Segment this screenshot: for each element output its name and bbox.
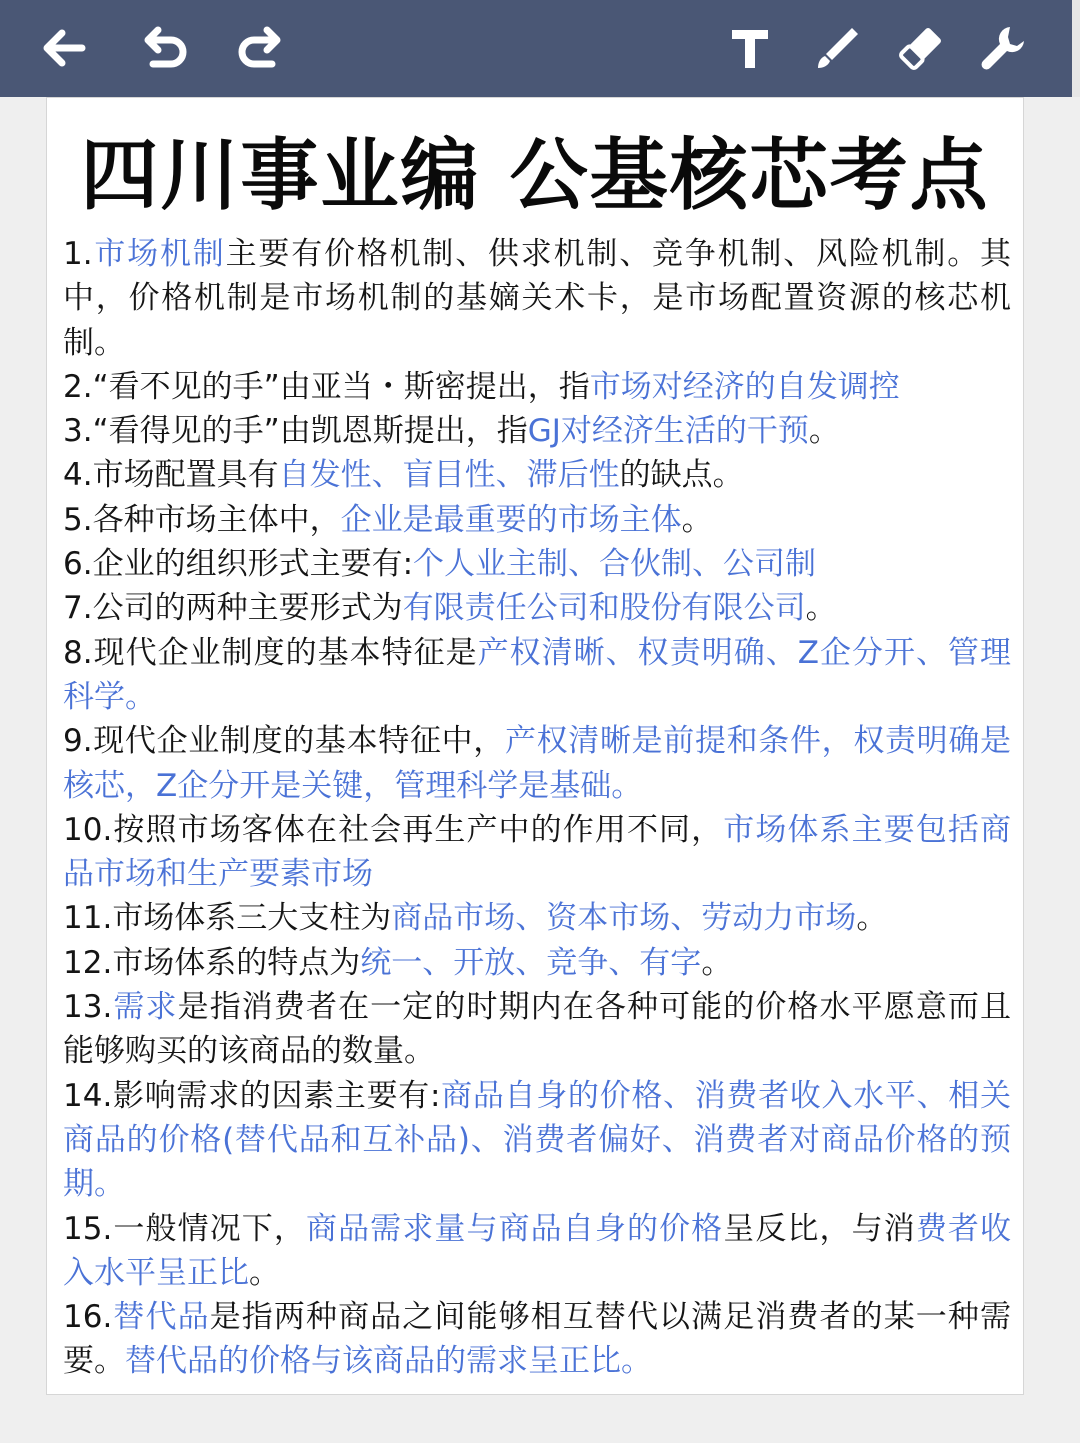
- item-number: 12.: [63, 944, 113, 981]
- item-number: 13.: [63, 989, 113, 1026]
- list-item: [63, 1207, 1011, 1296]
- back-button[interactable]: [36, 20, 92, 76]
- item-text: 是指消费者在一定的时期内在各种可能的价格水平愿意而且能够购买的该商品的数量。: [63, 989, 1012, 1070]
- highlighted-text: 商品市场、资本市场、劳动力市场: [391, 900, 857, 937]
- item-text: 按照市场客体在社会再生产中的作用不同，: [112, 811, 724, 848]
- highlighted-text: 市场机制: [92, 236, 226, 272]
- item-text: 。: [249, 1254, 280, 1291]
- redo-button[interactable]: [232, 20, 288, 76]
- item-number: 3.: [63, 413, 93, 450]
- item-text: 市场体系三大支柱为: [112, 900, 392, 937]
- pen-tool-button[interactable]: [810, 20, 866, 76]
- pen-icon: [812, 22, 864, 74]
- item-number: 2.: [63, 368, 93, 405]
- highlighted-text: 市场体系主要包括商品市场和生产要素市场: [63, 811, 1012, 893]
- item-text: 。: [701, 944, 733, 981]
- highlighted-text: 商品需求量与商品自身的价格: [305, 1210, 724, 1247]
- text-tool-icon: [724, 22, 776, 74]
- text-tool-button[interactable]: [722, 20, 778, 76]
- item-text: 。: [856, 900, 888, 937]
- undo-icon: [139, 22, 191, 74]
- item-number: 7.: [63, 590, 93, 627]
- highlighted-text: 企业是最重要的市场主体: [340, 501, 682, 538]
- highlighted-text: 产权清晰是前提和条件，权责明确是核芯，Z企分开是关键，管理科学是基础。: [63, 723, 1011, 804]
- item-number: 6.: [63, 546, 93, 583]
- highlighted-text: 费者收入水平呈正比: [63, 1210, 1012, 1291]
- list-item: [63, 985, 1011, 1074]
- item-number: 8.: [63, 634, 93, 671]
- list-item: [63, 1074, 1011, 1207]
- item-text: 现代企业制度的基本特征是: [92, 634, 478, 671]
- document-body: [63, 232, 1011, 1384]
- highlighted-text: 商品自身的价格、消费者收入水平、相关商品的价格(替代品和互补品)、消费者偏好、消费者对商品价格的预期。: [63, 1077, 1011, 1203]
- list-item: [63, 365, 1011, 409]
- item-text: 各种市场主体中，: [92, 501, 341, 538]
- highlighted-text: 自发性、盲目性、滞后性: [278, 457, 620, 494]
- item-text: 的缺点。: [619, 457, 744, 494]
- item-number: 9.: [63, 723, 93, 760]
- item-text: 一般情况下，: [112, 1210, 306, 1247]
- undo-button[interactable]: [137, 20, 193, 76]
- list-item: [63, 941, 1011, 985]
- eraser-icon: [895, 22, 947, 74]
- highlighted-text: 有限责任公司和股份有限公司: [402, 590, 806, 627]
- list-item: [63, 232, 1011, 365]
- highlighted-text: 市场对经济的自发调控: [589, 368, 900, 405]
- list-item: [63, 808, 1011, 897]
- list-item: [63, 586, 1011, 630]
- item-text: 市场体系的特点为: [112, 944, 361, 981]
- item-text: 市场配置具有: [92, 457, 279, 494]
- item-number: 16.: [63, 1299, 113, 1336]
- item-text: 。: [808, 413, 840, 450]
- item-text: 。: [681, 501, 713, 538]
- list-item: [63, 498, 1011, 542]
- item-text: 现代企业制度的基本特征中，: [92, 723, 505, 760]
- highlighted-text: 产权清晰、权责明确、Z企分开、管理科学。: [63, 634, 1011, 715]
- list-item: [63, 719, 1011, 808]
- highlighted-text: 替代品的价格与该商品的需求呈正比。: [125, 1343, 652, 1380]
- highlighted-text: GJ对经济生活的干预: [527, 413, 809, 450]
- list-item: [63, 542, 1011, 586]
- list-item: [63, 631, 1011, 720]
- item-text: 企业的组织形式主要有:: [92, 546, 414, 583]
- item-number: 10.: [63, 811, 113, 848]
- item-text: 呈反比，与消: [723, 1210, 916, 1247]
- item-text: 影响需求的因素主要有:: [112, 1077, 441, 1114]
- editor-toolbar: [0, 0, 1080, 97]
- list-item: [63, 453, 1011, 497]
- item-text: 公司的两种主要形式为: [92, 590, 403, 627]
- highlighted-text: 统一、开放、竞争、有字: [360, 944, 702, 981]
- highlighted-text: 替代品: [112, 1299, 210, 1336]
- item-number: 4.: [63, 457, 93, 494]
- document-page: [46, 97, 1024, 1395]
- highlighted-text: 需求: [112, 989, 178, 1026]
- eraser-tool-button[interactable]: [893, 20, 949, 76]
- item-text: “看得见的手”由凯恩斯提出，指: [92, 413, 528, 450]
- item-number: 5.: [63, 501, 93, 538]
- wrench-icon: [977, 22, 1029, 74]
- list-item: [63, 1295, 1011, 1384]
- settings-button[interactable]: [975, 20, 1031, 76]
- item-number: 14.: [63, 1077, 113, 1114]
- arrow-left-icon: [38, 22, 90, 74]
- list-item: [63, 409, 1011, 453]
- item-number: 1.: [63, 236, 93, 272]
- item-number: 11.: [63, 900, 113, 937]
- item-number: 15.: [63, 1210, 113, 1247]
- item-text: 。: [805, 590, 837, 627]
- item-text: 主要有价格机制、供求机制、竞争机制、风险机制。其中，价格机制是市场机制的基嫡关术卡，是市场配置资源的核芯机制。: [63, 236, 1012, 361]
- page-title: 四川事业编 公基核芯考点: [80, 131, 990, 221]
- item-text: “看不见的手”由亚当・斯密提出，指: [92, 368, 590, 405]
- redo-icon: [234, 22, 286, 74]
- item-text: 是指两种商品之间能够相互替代以满足消费者的某一种需要。: [63, 1299, 1012, 1380]
- highlighted-text: 个人业主制、合伙制、公司制: [413, 546, 817, 583]
- list-item: [63, 896, 1011, 940]
